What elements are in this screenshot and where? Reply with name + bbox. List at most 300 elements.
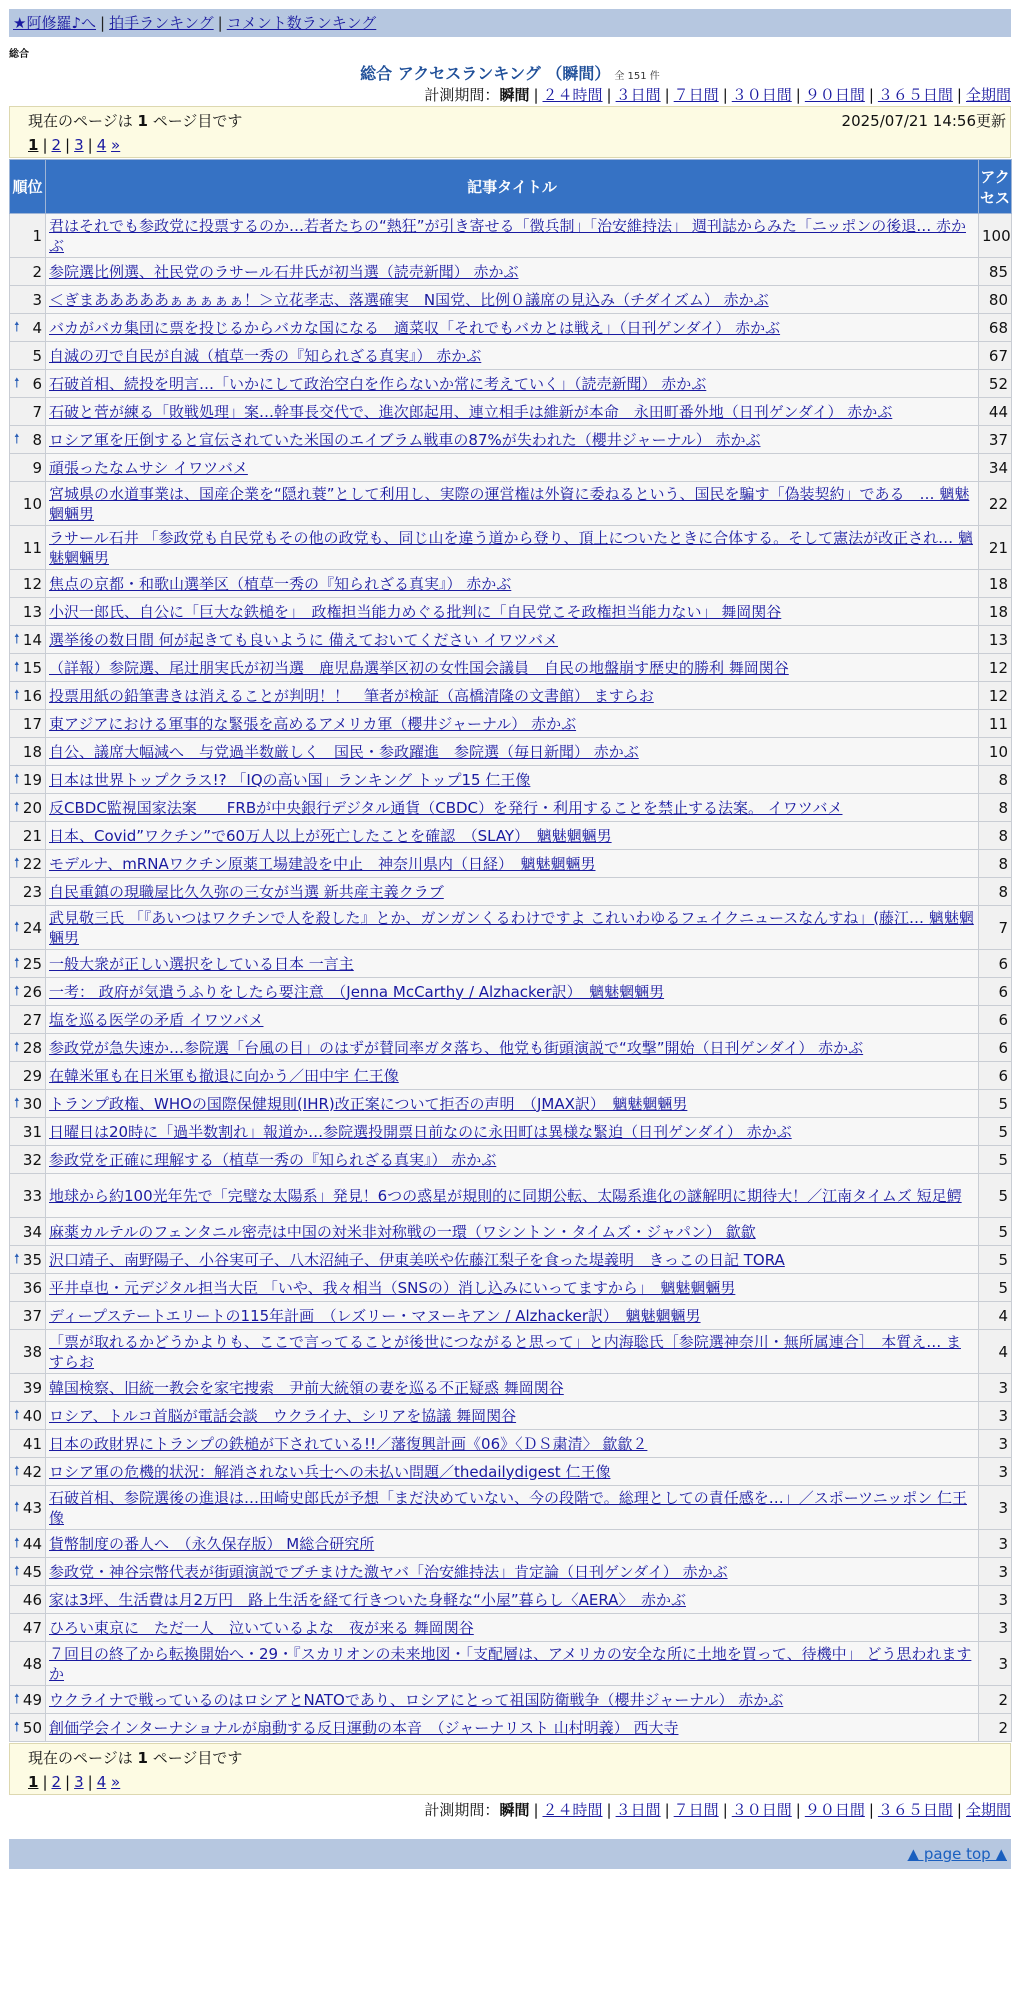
- rank-number: 24: [22, 918, 42, 937]
- rank-cell: [10, 1062, 46, 1090]
- rank-cell: [10, 1218, 46, 1246]
- article-link[interactable]: 反CBDC監視国家法案 FRBが中央銀行デジタル通貨（CBDC）を発行・利用することを禁止する法案。 イワツバメ: [49, 798, 843, 817]
- table-row: [10, 1530, 1012, 1558]
- table-row: [10, 1686, 1012, 1714]
- title-cell: [46, 1006, 979, 1034]
- page-link[interactable]: 3: [74, 1773, 84, 1791]
- pager-bottom: [9, 1743, 1011, 1795]
- article-link[interactable]: ＜ぎまあああああぁぁぁぁぁ！＞立花孝志、落選確実 N国党、比例０議席の見込み（チダイズム） 赤かぶ: [49, 290, 769, 309]
- current-page-text: 現在のページは 1 ページ目です: [28, 112, 243, 130]
- title-cell: [46, 1430, 979, 1458]
- category-label: 総合: [9, 49, 29, 60]
- title-cell: [46, 1246, 979, 1274]
- access-count: 3: [979, 1458, 1012, 1486]
- rank-cell: [10, 286, 46, 314]
- period-option-link[interactable]: 全期間: [965, 1801, 1011, 1819]
- title-cell: [46, 1218, 979, 1246]
- article-link[interactable]: 自公、議席大幅減へ 与党過半数厳しく 国民・参政躍進 参院選（毎日新聞） 赤かぶ: [49, 742, 639, 761]
- article-link[interactable]: 選挙後の数日間 何が起きても良いように 備えておいてください イワツバメ: [49, 630, 559, 649]
- access-count: 6: [979, 1062, 1012, 1090]
- access-count: 21: [979, 526, 1012, 570]
- period-current: 瞬間: [499, 86, 530, 104]
- rank-number: 45: [22, 1562, 42, 1581]
- up-arrow-icon: 🠕: [14, 375, 20, 391]
- page-link[interactable]: 4: [96, 1773, 107, 1791]
- rank-number: 33: [22, 1186, 42, 1205]
- period-option-link[interactable]: ２４時間: [542, 1801, 603, 1819]
- table-row: [10, 1642, 1012, 1686]
- title-cell: [46, 1458, 979, 1486]
- access-count: 10: [979, 738, 1012, 766]
- access-count: 67: [979, 342, 1012, 370]
- page-links: 1 | 2 | 3 | 4 »: [28, 136, 121, 154]
- rank-cell: [10, 214, 46, 258]
- access-count: 8: [979, 822, 1012, 850]
- access-count: 5: [979, 1274, 1012, 1302]
- table-row: [10, 1062, 1012, 1090]
- current-page-number: 1: [137, 112, 148, 130]
- access-count: 100: [979, 214, 1012, 258]
- table-row: [10, 682, 1012, 710]
- article-link[interactable]: 日曜日は20時に「過半数割れ」報道か…参院選投開票日前なのに永田町は異様な緊迫（日刊ゲンダイ） 赤かぶ: [49, 1122, 792, 1141]
- up-arrow-icon: 🠕: [14, 1499, 20, 1515]
- page-current: 1: [28, 1773, 39, 1791]
- access-count: 3: [979, 1486, 1012, 1530]
- rank-number: 22: [22, 854, 42, 873]
- article-link[interactable]: 「票が取れるかどうかよりも、ここで言ってることが後世につながると思って」と内海聡氏［参院選神奈川・無所属連合］ 本質え… ますらお: [49, 1332, 961, 1371]
- page-link[interactable]: 4: [96, 136, 107, 154]
- rank-number: 15: [22, 658, 42, 677]
- article-link[interactable]: 東アジアにおける軍事的な緊張を高めるアメリカ軍（櫻井ジャーナル） 赤かぶ: [49, 714, 577, 733]
- page-title-text: 総合 アクセスランキング （瞬間）: [360, 64, 611, 83]
- rank-number: 43: [22, 1498, 42, 1517]
- rank-number: 28: [22, 1038, 42, 1057]
- title-cell: [46, 1118, 979, 1146]
- title-cell: [46, 1614, 979, 1642]
- table-row: [10, 570, 1012, 598]
- article-link[interactable]: ロシア軍を圧倒すると宣伝されていた米国のエイブラム戦車の87%が失われた（櫻井ジャーナル） 赤かぶ: [49, 430, 761, 449]
- access-count: 5: [979, 1090, 1012, 1118]
- period-option-link[interactable]: ３０日間: [731, 1801, 792, 1819]
- rank-cell: [10, 482, 46, 526]
- footer-bar: [9, 1839, 1011, 1869]
- rank-number: 35: [22, 1250, 42, 1269]
- period-option-link[interactable]: ３６５日間: [877, 86, 953, 104]
- article-link[interactable]: 宮城県の水道事業は、国産企業を“隠れ蓑”として利用し、実際の運営権は外資に委ねるという、国民を騙す「偽装契約」である … 魑魅魍魎男: [49, 484, 970, 523]
- access-count: 5: [979, 1246, 1012, 1274]
- access-count: 4: [979, 1330, 1012, 1374]
- access-count: 3: [979, 1402, 1012, 1430]
- access-count: 44: [979, 398, 1012, 426]
- table-row: [10, 1146, 1012, 1174]
- rank-number: 31: [22, 1122, 42, 1141]
- title-cell: [46, 1586, 979, 1614]
- rank-number: 49: [22, 1690, 42, 1709]
- rank-cell: [10, 1146, 46, 1174]
- access-count: 4: [979, 1302, 1012, 1330]
- rank-cell: [10, 1330, 46, 1374]
- title-cell: [46, 526, 979, 570]
- nav-comment-ranking-link[interactable]: コメント数ランキング: [226, 14, 377, 32]
- top-nav: ★阿修羅♪へ | 拍手ランキング | コメント数ランキング: [9, 9, 1011, 37]
- title-cell: [46, 950, 979, 978]
- article-link[interactable]: 自民重鎮の現職屋比久久弥の三女が当選 新共産主義クラブ: [49, 882, 444, 901]
- article-link[interactable]: ウクライナで戦っているのはロシアとNATOであり、ロシアにとって祖国防衛戦争（櫻井ジャーナル） 赤かぶ: [49, 1690, 784, 1709]
- rank-number: 30: [22, 1094, 42, 1113]
- rank-number: 38: [22, 1342, 42, 1361]
- title-cell: [46, 1558, 979, 1586]
- period-option-link[interactable]: ３６５日間: [877, 1801, 953, 1819]
- rank-cell: [10, 1274, 46, 1302]
- article-link[interactable]: モデルナ、mRNAワクチン原薬工場建設を中止 神奈川県内（日経） 魑魅魍魎男: [49, 854, 596, 873]
- rank-cell: [10, 822, 46, 850]
- table-row: [10, 906, 1012, 950]
- rank-number: 10: [22, 494, 42, 513]
- article-link[interactable]: 貨幣制度の番人へ （永久保存版） M総合研究所: [49, 1534, 375, 1553]
- rank-cell: [10, 794, 46, 822]
- up-arrow-icon: 🠕: [14, 319, 20, 335]
- title-cell: [46, 794, 979, 822]
- title-cell: [46, 570, 979, 598]
- title-cell: [46, 710, 979, 738]
- article-link[interactable]: 投票用紙の鉛筆書きは消えることが判明！！ 筆者が検証（高橋清隆の文書館） ますらお: [49, 686, 654, 705]
- rank-cell: [10, 1686, 46, 1714]
- table-row: [10, 370, 1012, 398]
- up-arrow-icon: 🠕: [14, 1691, 20, 1707]
- table-row: [10, 482, 1012, 526]
- up-arrow-icon: 🠕: [14, 799, 20, 815]
- access-count: 8: [979, 878, 1012, 906]
- table-row: [10, 1458, 1012, 1486]
- article-link[interactable]: 石破と菅が練る「敗戦処理」案…幹事長交代で、進次郎起用、連立相手は維新が本命 永田町番外地（日刊ゲンダイ） 赤かぶ: [49, 402, 893, 421]
- up-arrow-icon: 🠕: [14, 919, 20, 935]
- page-link[interactable]: 3: [74, 136, 84, 154]
- article-link[interactable]: （詳報）参院選、尾辻朋実氏が初当選 鹿児島選挙区初の女性国会議員 自民の地盤崩す歴史的勝利 舞岡関谷: [49, 658, 789, 677]
- rank-cell: [10, 906, 46, 950]
- table-row: [10, 1006, 1012, 1034]
- title-cell: [46, 906, 979, 950]
- up-arrow-icon: 🠕: [14, 687, 20, 703]
- rank-cell: [10, 626, 46, 654]
- rank-number: 40: [22, 1406, 42, 1425]
- period-current: 瞬間: [499, 1801, 530, 1819]
- page-links: 1 | 2 | 3 | 4 »: [28, 1773, 121, 1791]
- access-count: 12: [979, 682, 1012, 710]
- title-cell: [46, 822, 979, 850]
- table-row: [10, 1430, 1012, 1458]
- rank-number: 46: [22, 1590, 42, 1609]
- table-row: [10, 314, 1012, 342]
- rank-cell: [10, 1642, 46, 1686]
- period-option-link[interactable]: ２４時間: [542, 86, 603, 104]
- period-option-link[interactable]: ３０日間: [731, 86, 792, 104]
- access-count: 52: [979, 370, 1012, 398]
- nav-applause-ranking-link[interactable]: 拍手ランキング: [109, 14, 214, 32]
- rank-number: 47: [22, 1618, 42, 1637]
- access-count: 18: [979, 570, 1012, 598]
- table-row: [10, 258, 1012, 286]
- article-link[interactable]: ロシア軍の危機的状況：解消されない兵士への未払い問題／thedailydigest 仁王像: [49, 1462, 611, 1481]
- rank-number: 3: [32, 290, 42, 309]
- access-count: 8: [979, 794, 1012, 822]
- up-arrow-icon: 🠕: [14, 1095, 20, 1111]
- access-count: 3: [979, 1558, 1012, 1586]
- access-count: 85: [979, 258, 1012, 286]
- rank-number: 14: [22, 630, 42, 649]
- title-cell: [46, 1714, 979, 1742]
- table-row: [10, 850, 1012, 878]
- rank-number: 2: [32, 262, 42, 281]
- table-row: [10, 738, 1012, 766]
- rank-cell: [10, 454, 46, 482]
- title-cell: [46, 1530, 979, 1558]
- table-row: [10, 654, 1012, 682]
- up-arrow-icon: 🠕: [14, 1535, 20, 1551]
- title-cell: [46, 342, 979, 370]
- article-link[interactable]: 塩を巡る医学の矛盾 イワツバメ: [49, 1010, 264, 1029]
- rank-number: 5: [32, 346, 42, 365]
- article-link[interactable]: ラサール石井 「参政党も自民党もその他の政党も、同じ山を違う道から登り、頂上についたときに合体する。そして憲法が改正され… 魑魅魍魎男: [49, 528, 973, 567]
- table-row: [10, 1330, 1012, 1374]
- article-link[interactable]: ディープステートエリートの115年計画 （レズリー・マヌーキアン / Alzhacker訳） 魑魅魍魎男: [49, 1306, 701, 1325]
- article-link[interactable]: ７回目の終了から転換開始へ・29・『スカリオンの未来地図・「支配層は、アメリカの安全な所に土地を買って、待機中」 どう思われますか: [49, 1644, 972, 1683]
- table-row: [10, 1714, 1012, 1742]
- rank-cell: [10, 1486, 46, 1530]
- article-link[interactable]: 自滅の刃で自民が自滅（植草一秀の『知られざる真実』） 赤かぶ: [49, 346, 482, 365]
- rank-cell: [10, 570, 46, 598]
- period-option-link[interactable]: ９０日間: [804, 1801, 865, 1819]
- title-cell: [46, 682, 979, 710]
- table-row: [10, 710, 1012, 738]
- article-link[interactable]: 参院選比例選、社民党のラサール石井氏が初当選（読売新聞） 赤かぶ: [49, 262, 519, 281]
- period-label: 計測期間：: [424, 86, 500, 104]
- access-count: 5: [979, 1218, 1012, 1246]
- up-arrow-icon: 🠕: [14, 1251, 20, 1267]
- rank-cell: [10, 1558, 46, 1586]
- page-link[interactable]: 2: [51, 1773, 62, 1791]
- page-current: 1: [28, 136, 39, 154]
- article-link[interactable]: 焦点の京都・和歌山選挙区（植草一秀の『知られざる真実』） 赤かぶ: [49, 574, 512, 593]
- rank-number: 36: [22, 1278, 42, 1297]
- rank-cell: [10, 258, 46, 286]
- rank-cell: [10, 1246, 46, 1274]
- header-rank: 順位: [10, 160, 46, 214]
- rank-number: 42: [22, 1462, 42, 1481]
- table-row: [10, 598, 1012, 626]
- next-page-link[interactable]: »: [111, 1773, 121, 1791]
- nav-asyura-link[interactable]: ★阿修羅♪へ: [13, 14, 97, 32]
- period-selector-bottom: 計測期間：瞬間 | ２４時間 | ３日間 | ７日間 | ３０日間 | ９０日間 | ３６５日間 | 全期間: [424, 1801, 1011, 1819]
- up-arrow-icon: 🠕: [14, 1719, 20, 1735]
- period-option-link[interactable]: 全期間: [965, 86, 1011, 104]
- article-link[interactable]: 日本の政財界にトランプの鉄槌が下されている!!／藩復興計画《06》〈ＤＳ粛清〉 歙歙２: [49, 1434, 648, 1453]
- table-row: [10, 822, 1012, 850]
- access-count: 68: [979, 314, 1012, 342]
- title-cell: [46, 766, 979, 794]
- article-link[interactable]: 麻薬カルテルのフェンタニル密売は中国の対米非対称戦の一環（ワシントン・タイムズ・ジャパン） 歙歙: [49, 1222, 756, 1241]
- rank-number: 9: [32, 458, 42, 477]
- article-link[interactable]: 石破首相、参院選後の進退は…田崎史郎氏が予想「まだ決めていない、今の段階で。総理としての責任感を…」／スポーツニッポン 仁王像: [49, 1488, 967, 1527]
- title-cell: [46, 1090, 979, 1118]
- rank-cell: [10, 978, 46, 1006]
- rank-number: 41: [22, 1434, 42, 1453]
- title-cell: [46, 370, 979, 398]
- rank-cell: [10, 850, 46, 878]
- rank-cell: [10, 1090, 46, 1118]
- title-cell: [46, 1686, 979, 1714]
- article-link[interactable]: 参政党・神谷宗幣代表が街頭演説でブチまけた激ヤバ「治安維持法」肯定論（日刊ゲンダイ） 赤かぶ: [49, 1562, 728, 1581]
- total-count: 全 151 件: [614, 71, 660, 82]
- rank-number: 13: [22, 602, 42, 621]
- title-cell: [46, 1642, 979, 1686]
- table-row: [10, 626, 1012, 654]
- ranking-table: [9, 159, 1012, 1742]
- rank-number: 44: [22, 1534, 42, 1553]
- article-link[interactable]: 一考： 政府が気遣うふりをしたら要注意 （Jenna McCarthy / Alzhacker訳） 魑魅魍魎男: [49, 982, 665, 1001]
- access-count: 18: [979, 598, 1012, 626]
- period-option-link[interactable]: ９０日間: [804, 86, 865, 104]
- access-count: 37: [979, 426, 1012, 454]
- article-link[interactable]: 石破首相、続投を明言…「いかにして政治空白を作らないか常に考えていく」（読売新聞） 赤かぶ: [49, 374, 707, 393]
- article-link[interactable]: 韓国検察、旧統一教会を家宅捜索 尹前大統領の妻を巡る不正疑惑 舞岡関谷: [49, 1378, 564, 1397]
- article-link[interactable]: トランプ政権、WHOの国際保健規則(IHR)改正案について拒否の声明 （JMAX訳） 魑魅魍魎男: [49, 1094, 688, 1113]
- rank-number: 48: [22, 1654, 42, 1673]
- up-arrow-icon: 🠕: [14, 855, 20, 871]
- up-arrow-icon: 🠕: [14, 631, 20, 647]
- title-cell: [46, 978, 979, 1006]
- up-arrow-icon: 🠕: [14, 1463, 20, 1479]
- access-count: 8: [979, 766, 1012, 794]
- article-link[interactable]: 日本は世界トップクラス!? 「IQの高い国」ランキング トップ15 仁王像: [49, 770, 531, 789]
- rank-number: 32: [22, 1150, 42, 1169]
- table-row: [10, 1034, 1012, 1062]
- pager-top: [9, 106, 1011, 158]
- rank-number: 26: [22, 982, 42, 1001]
- title-cell: [46, 1146, 979, 1174]
- current-page-text: 現在のページは 1 ページ目です: [28, 1749, 243, 1767]
- header-access: アクセス: [979, 160, 1012, 214]
- up-arrow-icon: 🠕: [14, 1563, 20, 1579]
- article-link[interactable]: 武見敬三氏 「『あいつはワクチンで人を殺した』とか、ガンガンくるわけですよ これいわゆるフェイクニュースなんすね」(藤江… 魑魅魍魎男: [49, 908, 974, 947]
- access-count: 6: [979, 950, 1012, 978]
- table-row: [10, 1090, 1012, 1118]
- article-link[interactable]: 家は3坪、生活費は月2万円 路上生活を経て行きついた身軽な“小屋”暮らし〈AERA〉 赤かぶ: [49, 1590, 686, 1609]
- period-option-link[interactable]: ３日間: [615, 1801, 661, 1819]
- rank-cell: [10, 370, 46, 398]
- article-link[interactable]: 平井卓也・元デジタル担当大臣 「いや、我々相当（SNSの）消し込みにいってますから」 魑魅魍魎男: [49, 1278, 736, 1297]
- title-cell: [46, 1330, 979, 1374]
- up-arrow-icon: 🠕: [14, 1407, 20, 1423]
- article-link[interactable]: バカがバカ集団に票を投じるからバカな国になる 適菜収「それでもバカとは戦え」（日刊ゲンダイ） 赤かぶ: [49, 318, 781, 337]
- title-cell: [46, 1302, 979, 1330]
- rank-cell: [10, 1034, 46, 1062]
- access-count: 5: [979, 1174, 1012, 1218]
- period-label: 計測期間：: [424, 1801, 500, 1819]
- title-cell: [46, 738, 979, 766]
- title-cell: [46, 1374, 979, 1402]
- period-option-link[interactable]: ７日間: [673, 1801, 719, 1819]
- article-link[interactable]: 一般大衆が正しい選択をしている日本 一言主: [49, 954, 354, 973]
- title-cell: [46, 654, 979, 682]
- access-count: 3: [979, 1374, 1012, 1402]
- page-top-link[interactable]: ▲ page top ▲: [907, 1845, 1007, 1863]
- access-count: 3: [979, 1430, 1012, 1458]
- title-cell: [46, 454, 979, 482]
- up-arrow-icon: 🠕: [14, 659, 20, 675]
- rank-cell: [10, 738, 46, 766]
- rank-number: 23: [22, 882, 42, 901]
- article-link[interactable]: 創価学会インターナショナルが扇動する反日運動の本音 （ジャーナリスト 山村明義） 西大寺: [49, 1718, 679, 1737]
- title-cell: [46, 398, 979, 426]
- article-link[interactable]: 参政党を正確に理解する（植草一秀の『知られざる真実』） 赤かぶ: [49, 1150, 497, 1169]
- title-cell: [46, 1174, 979, 1218]
- access-count: 3: [979, 1530, 1012, 1558]
- rank-number: 25: [22, 954, 42, 973]
- article-link[interactable]: 参政党が急失速か…参院選「台風の目」のはずが賛同率ガタ落ち、他党も街頭演説で“攻撃”開始（日刊ゲンダイ） 赤かぶ: [49, 1038, 864, 1057]
- table-row: [10, 214, 1012, 258]
- article-link[interactable]: 頑張ったなムサシ イワツバメ: [49, 458, 248, 477]
- table-row: [10, 1246, 1012, 1274]
- rank-cell: [10, 1374, 46, 1402]
- period-option-link[interactable]: ７日間: [673, 86, 719, 104]
- table-row: [10, 1118, 1012, 1146]
- article-link[interactable]: 沢口靖子、南野陽子、小谷実可子、八木沼純子、伊東美咲や佐藤江梨子を食った堤義明 きっこの日記 TORA: [49, 1250, 785, 1269]
- rank-number: 29: [22, 1066, 42, 1085]
- access-count: 34: [979, 454, 1012, 482]
- access-count: 22: [979, 482, 1012, 526]
- article-link[interactable]: 君はそれでも参政党に投票するのか…若者たちの“熱狂”が引き寄せる「徴兵制」「治安維持法」 週刊誌からみた「ニッポンの後退… 赤かぶ: [49, 216, 966, 255]
- article-link[interactable]: 在韓米軍も在日米軍も撤退に向かう／田中宇 仁王像: [49, 1066, 399, 1085]
- rank-number: 50: [22, 1718, 42, 1737]
- rank-number: 12: [22, 574, 42, 593]
- article-link[interactable]: ひろい東京に ただ一人 泣いているよな 夜が来る 舞岡関谷: [49, 1618, 474, 1637]
- access-count: 12: [979, 654, 1012, 682]
- rank-number: 17: [22, 714, 42, 733]
- rank-cell: [10, 682, 46, 710]
- access-count: 5: [979, 1118, 1012, 1146]
- article-link[interactable]: 小沢一郎氏、自公に「巨大な鉄槌を」 政権担当能力めぐる批判に「自民党こそ政権担当能力ない」 舞岡関谷: [49, 602, 782, 621]
- up-arrow-icon: 🠕: [14, 955, 20, 971]
- title-cell: [46, 314, 979, 342]
- access-count: 6: [979, 1034, 1012, 1062]
- rank-cell: [10, 598, 46, 626]
- rank-number: 1: [32, 226, 42, 245]
- rank-number: 21: [22, 826, 42, 845]
- table-row: [10, 1274, 1012, 1302]
- access-count: 3: [979, 1614, 1012, 1642]
- access-count: 2: [979, 1686, 1012, 1714]
- rank-cell: [10, 1118, 46, 1146]
- article-link[interactable]: 日本、Covid”ワクチン”で60万人以上が死亡したことを確認 （SLAY） 魑魅魍魎男: [49, 826, 612, 845]
- period-option-link[interactable]: ３日間: [615, 86, 661, 104]
- rank-cell: [10, 654, 46, 682]
- next-page-link[interactable]: »: [111, 136, 121, 154]
- rank-number: 4: [32, 318, 42, 337]
- title-cell: [46, 1486, 979, 1530]
- page-link[interactable]: 2: [51, 136, 62, 154]
- up-arrow-icon: 🠕: [14, 431, 20, 447]
- rank-cell: [10, 1530, 46, 1558]
- table-row: [10, 1558, 1012, 1586]
- rank-cell: [10, 1402, 46, 1430]
- title-cell: [46, 1062, 979, 1090]
- table-row: [10, 794, 1012, 822]
- up-arrow-icon: 🠕: [14, 771, 20, 787]
- article-link[interactable]: 地球から約100光年先で「完璧な太陽系」発見！6つの惑星が規則的に同期公転、太陽系進化の謎解明に期待大！／江南タイムズ 短足鰐: [49, 1186, 962, 1205]
- rank-cell: [10, 1458, 46, 1486]
- article-link[interactable]: ロシア、トルコ首脳が電話会談 ウクライナ、シリアを協議 舞岡関谷: [49, 1406, 517, 1425]
- rank-number: 34: [22, 1222, 42, 1241]
